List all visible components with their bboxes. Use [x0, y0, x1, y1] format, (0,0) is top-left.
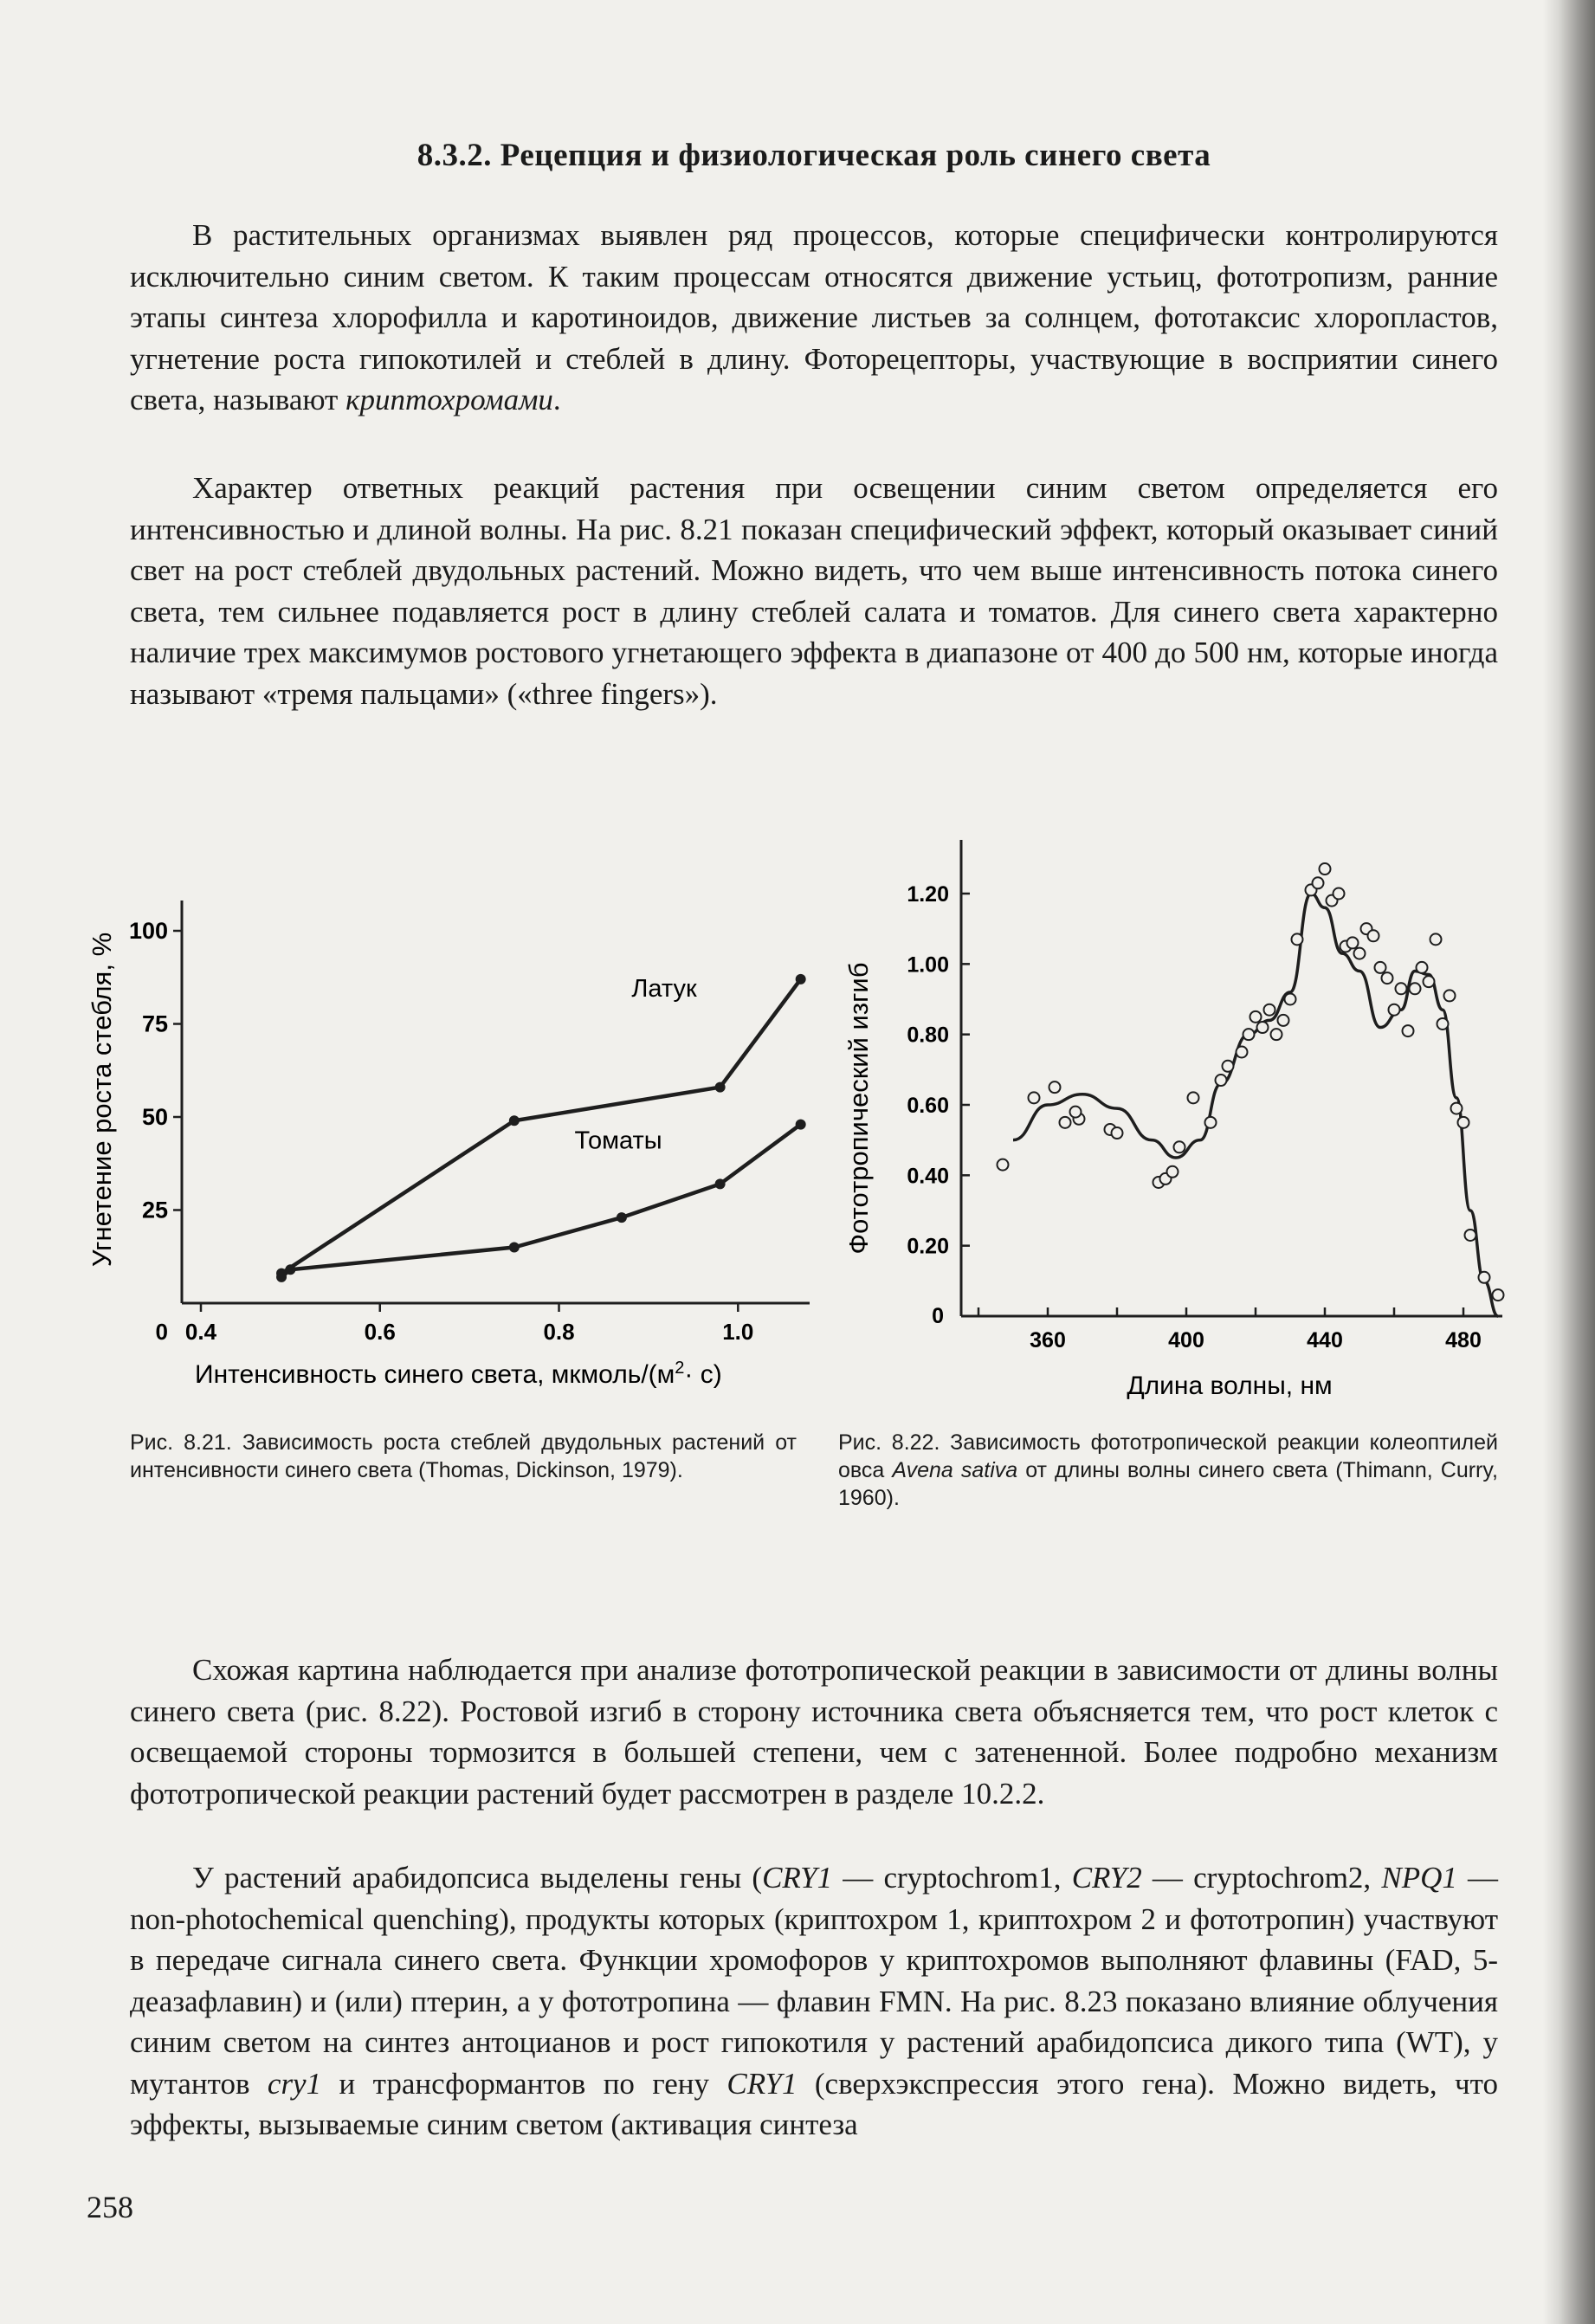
data-point	[1368, 930, 1379, 941]
series-1-point	[796, 1120, 806, 1130]
y-tick-label: 1.00	[907, 952, 949, 978]
mutant-cry1: cry1	[267, 2066, 322, 2101]
series-1-point	[276, 1272, 287, 1282]
y-tick-label: 0.80	[907, 1023, 949, 1048]
data-point	[1271, 1029, 1282, 1040]
data-point	[1237, 1047, 1248, 1058]
y-tick-label: 25	[141, 1197, 168, 1223]
data-point	[1424, 976, 1435, 987]
series-0-point	[509, 1115, 520, 1126]
x-tick-label: 0.6	[364, 1319, 396, 1345]
series-label-0: Латук	[631, 974, 697, 1003]
data-point	[1250, 1011, 1262, 1023]
x-tick-label: 360	[1030, 1328, 1066, 1352]
y-tick-label: 75	[141, 1010, 168, 1037]
y-tick-label: 50	[141, 1104, 168, 1130]
data-point	[1278, 1015, 1289, 1026]
figure-8-22	[831, 831, 1524, 1411]
data-point	[1410, 983, 1421, 994]
data-point	[1167, 1166, 1178, 1178]
data-point	[1396, 983, 1407, 994]
gene-cry2: CRY2	[1071, 1861, 1142, 1895]
data-point	[1465, 1230, 1476, 1241]
data-point	[998, 1159, 1009, 1171]
y-axis-title: Угнетение роста стебля, %	[87, 932, 117, 1268]
series-0-point	[796, 974, 806, 984]
gene-cry1: CRY1	[762, 1861, 833, 1895]
y-tick-label: 1.20	[907, 882, 949, 907]
data-point	[1458, 1117, 1469, 1128]
x-axis-title-tail: · с)	[684, 1360, 722, 1389]
series-1-point	[617, 1212, 627, 1223]
data-point	[1354, 948, 1366, 959]
x-tick-label: 1.0	[722, 1319, 754, 1345]
paragraph-1: В растительных организмах выявлен ряд процессов, которые специфически контролируются исключительно синим светом. К таким процессам относятся движение устьиц, фототропизм, ранние этапы синтеза хлорофилла и каротиноидов, движение листьев за солнцем, фототаксис хлоропластов, угнетение роста гипокотилей и стеблей в длину. Фоторецепторы, участвующие в восприятии синего света, называют криптохромами.	[130, 218, 1498, 416]
x-tick-label: 0.8	[543, 1319, 575, 1345]
data-point	[1205, 1117, 1217, 1128]
data-point	[1403, 1025, 1414, 1036]
figure-8-22-caption: Рис. 8.22. Зависимость фототропической реакции колеоптилей овса Avena sativa от длины волны синего света (Thimann, Curry, 1960).	[838, 1430, 1498, 1510]
data-point	[1479, 1272, 1490, 1283]
data-point	[1333, 888, 1345, 900]
data-point	[1382, 972, 1393, 984]
data-point	[1437, 1018, 1449, 1030]
book-spine-shadow	[1543, 0, 1595, 2324]
x-axis-title: Интенсивность синего света, мкмоль/$(м^2\cdot с)$	[195, 1359, 722, 1389]
data-point	[1029, 1092, 1040, 1103]
series-1-point	[509, 1243, 520, 1253]
y-axis-title: Фототропический изгиб	[843, 962, 874, 1255]
y-tick-label: 100	[128, 918, 168, 944]
data-point	[1451, 1103, 1463, 1114]
data-point	[1188, 1092, 1199, 1103]
series-line-1	[281, 1125, 801, 1277]
data-point	[1444, 990, 1456, 1001]
term-cryptochromes: криптохромами	[345, 383, 553, 416]
data-point	[1285, 994, 1296, 1005]
y-tick-label: 0.20	[907, 1234, 949, 1259]
paragraph-2: Характер ответных реакций растения при освещении синим светом определяется его интенсивностью и длиной волны. На рис. 8.21 показан специфический эффект, который оказывает синий свет на рост стеблей двудольных растений. Можно видеть, что чем выше интенсивность потока синего света, тем сильнее подавляется рост в длину стеблей салата и томатов. Для синего света характерно наличие трех максимумов ростового угнетающего эффекта в диапазоне от 400 до 500 нм, которые иногда называют «тремя пальцами» («three fingers»).	[130, 471, 1498, 711]
gene-npq1: NPQ1	[1381, 1861, 1457, 1895]
data-point	[1174, 1141, 1185, 1152]
x-tick-label: 400	[1168, 1328, 1204, 1352]
figure-8-21-caption: Рис. 8.21. Зависимость роста стеблей двудольных растений от интенсивности синего света (Thomas, Dickinson, 1979).	[130, 1430, 797, 1482]
data-point	[1417, 962, 1428, 973]
origin-label: 0	[155, 1319, 168, 1345]
x-tick-label: 0.4	[184, 1319, 217, 1345]
x-axis-title: Длина волны, нм	[1127, 1372, 1333, 1400]
data-point	[1216, 1075, 1227, 1086]
x-axis-title-superscript: 2	[675, 1359, 685, 1378]
fitted-curve	[1013, 894, 1498, 1316]
series-line-0	[281, 979, 801, 1274]
data-point	[1347, 937, 1359, 948]
series-0-point	[715, 1082, 726, 1093]
data-point	[1264, 1004, 1275, 1016]
chart-phototropic-curvature	[831, 831, 1524, 1411]
data-point	[1320, 863, 1331, 875]
data-point	[1375, 962, 1386, 973]
chart-stem-growth	[78, 857, 840, 1411]
data-point	[1070, 1107, 1082, 1118]
data-point	[1060, 1117, 1071, 1128]
origin-label: 0	[932, 1304, 944, 1328]
series-1-point	[715, 1178, 726, 1189]
data-point	[1430, 933, 1442, 945]
x-tick-label: 440	[1307, 1328, 1343, 1352]
figure-8-21	[78, 857, 840, 1411]
data-point	[1257, 1022, 1269, 1033]
y-tick-label: 0.60	[907, 1094, 949, 1118]
y-tick-label: 0.40	[907, 1164, 949, 1189]
paragraph-3: Схожая картина наблюдается при анализе фототропической реакции в зависимости от длины волны синего света (рис. 8.22). Ростовой изгиб в сторону источника света объясняется тем, что рост клеток с освещаемой стороны тормозится в большей степени, чем с затененной. Более подробно механизм фототропической реакции растений будет рассмотрен в разделе 10.2.2.	[130, 1653, 1498, 1811]
data-point	[1223, 1061, 1234, 1072]
gene-cry1-transformant: CRY1	[726, 2066, 798, 2101]
data-point	[1049, 1081, 1061, 1093]
species-name: Avena sativa	[892, 1458, 1018, 1482]
data-point	[1493, 1289, 1504, 1301]
data-point	[1243, 1029, 1255, 1040]
series-label-1: Томаты	[574, 1126, 662, 1155]
data-point	[1389, 1004, 1400, 1016]
paragraph-4: У растений арабидопсиса выделены гены (CRY1 — cryptochrom1, CRY2 — cryptochrom2, NPQ1 — non-photochemical quenching), продукты которых (криптохром 1, криптохром 2 и фототропин) участвуют в передаче сигнала синего света. Функции хромофоров у криптохромов выполняют флавины (FAD, 5-деазафлавин) и (или) птерин, а у фототропина — флавин FMN. На рис. 8.23 показано влияние облучения синим светом на синтез антоцианов и рост гипокотиля у растений арабидопсиса дикого типа (WT), у мутантов cry1 и трансформантов по гену CRY1 (сверхэкспрессия этого гена). Можно видеть, что эффекты, вызываемые синим светом (активация синтеза	[130, 1861, 1499, 2141]
data-point	[1292, 933, 1303, 945]
x-tick-label: 480	[1445, 1328, 1482, 1352]
data-point	[1313, 877, 1324, 888]
series-1-point	[285, 1264, 295, 1275]
data-point	[1112, 1127, 1123, 1139]
section-heading: 8.3.2. Рецепция и физиологическая роль синего света	[417, 138, 1211, 173]
page-number: 258	[87, 2190, 133, 2224]
